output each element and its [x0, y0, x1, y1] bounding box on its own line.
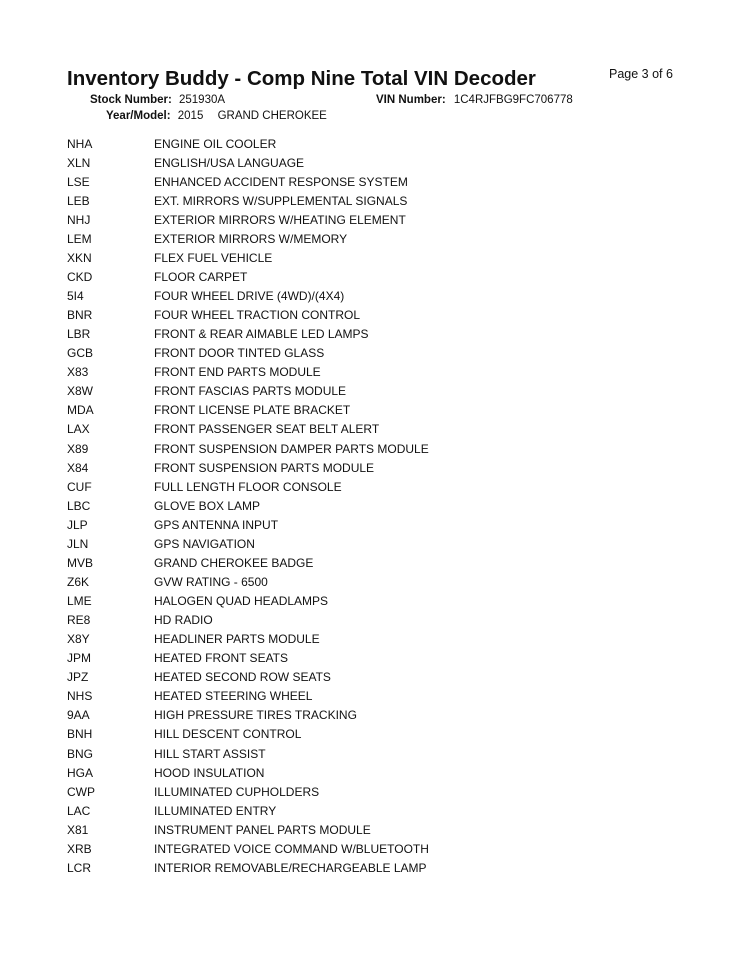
option-list [67, 134, 429, 877]
option-row [67, 706, 429, 725]
option-code: LCR [67, 860, 92, 875]
option-code: NHJ [67, 212, 91, 227]
option-description: EXTERIOR MIRRORS W/MEMORY [154, 231, 348, 246]
option-code: LEB [67, 193, 90, 208]
option-row [67, 553, 429, 572]
option-description: INSTRUMENT PANEL PARTS MODULE [154, 822, 371, 837]
option-row [67, 287, 429, 306]
option-row [67, 477, 429, 496]
option-row [67, 725, 429, 744]
option-row [67, 687, 429, 706]
option-code: X81 [67, 822, 89, 837]
option-row [67, 248, 429, 267]
option-row [67, 210, 429, 229]
option-description: INTERIOR REMOVABLE/RECHARGEABLE LAMP [154, 860, 427, 875]
year-model-label: Year/Model: [106, 110, 171, 122]
option-description: INTEGRATED VOICE COMMAND W/BLUETOOTH [154, 841, 429, 856]
option-code: MDA [67, 403, 94, 418]
option-description: GLOVE BOX LAMP [154, 498, 261, 513]
option-row [67, 649, 429, 668]
option-description: HEADLINER PARTS MODULE [154, 632, 320, 647]
option-code: 9AA [67, 708, 90, 723]
option-row [67, 325, 429, 344]
option-description: FRONT PASSENGER SEAT BELT ALERT [154, 422, 380, 437]
option-row [67, 668, 429, 687]
option-description: FRONT DOOR TINTED GLASS [154, 346, 325, 361]
option-code: X83 [67, 365, 89, 380]
option-code: MVB [67, 555, 94, 570]
option-code: NHA [67, 136, 93, 151]
vin-number-value: 1C4RJFBG9FC706778 [453, 94, 573, 106]
option-description: FOUR WHEEL DRIVE (4WD)/(4X4) [154, 289, 345, 304]
option-description: FRONT END PARTS MODULE [154, 365, 321, 380]
option-description: HD RADIO [154, 613, 213, 628]
option-description: HEATED STEERING WHEEL [154, 689, 313, 704]
option-description: ENHANCED ACCIDENT RESPONSE SYSTEM [154, 174, 408, 189]
option-code: NHS [67, 689, 93, 704]
option-row [67, 630, 429, 649]
option-code: X8Y [67, 632, 90, 647]
option-description: GPS NAVIGATION [154, 536, 255, 551]
option-row [67, 515, 429, 534]
option-code: BNG [67, 746, 94, 761]
option-code: XKN [67, 250, 92, 265]
option-code: LEM [67, 231, 92, 246]
option-row [67, 306, 429, 325]
option-row [67, 744, 429, 763]
option-code: Z6K [67, 574, 90, 589]
option-row [67, 267, 429, 286]
option-row [67, 191, 429, 210]
option-row [67, 382, 429, 401]
year-value: 2015 [177, 110, 204, 122]
option-row [67, 763, 429, 782]
option-row [67, 439, 429, 458]
option-row [67, 153, 429, 172]
option-code: XRB [67, 841, 92, 856]
option-description: HALOGEN QUAD HEADLAMPS [154, 594, 329, 609]
option-description: FRONT FASCIAS PARTS MODULE [154, 384, 347, 399]
option-row [67, 496, 429, 515]
option-code: 5I4 [67, 289, 84, 304]
option-row [67, 782, 429, 801]
stock-number [90, 94, 225, 106]
option-description: HIGH PRESSURE TIRES TRACKING [154, 708, 357, 723]
page-number: Page 3 of 6 [609, 67, 673, 81]
option-code: XLN [67, 155, 91, 170]
option-description: HILL DESCENT CONTROL [154, 727, 302, 742]
option-code: LBR [67, 327, 91, 342]
option-description: EXTERIOR MIRRORS W/HEATING ELEMENT [154, 212, 406, 227]
option-row [67, 401, 429, 420]
option-row [67, 363, 429, 382]
option-description: FULL LENGTH FLOOR CONSOLE [154, 479, 342, 494]
option-code: CWP [67, 784, 95, 799]
option-row [67, 458, 429, 477]
option-row [67, 839, 429, 858]
option-row [67, 858, 429, 877]
option-row [67, 229, 429, 248]
option-description: FRONT & REAR AIMABLE LED LAMPS [154, 327, 369, 342]
option-code: JPZ [67, 670, 89, 685]
option-description: GRAND CHEROKEE BADGE [154, 555, 314, 570]
option-description: ENGINE OIL COOLER [154, 136, 277, 151]
option-row [67, 420, 429, 439]
option-code: X8W [67, 384, 94, 399]
option-code: GCB [67, 346, 94, 361]
option-code: LME [67, 594, 92, 609]
option-description: FOUR WHEEL TRACTION CONTROL [154, 308, 361, 323]
option-row [67, 592, 429, 611]
option-code: LSE [67, 174, 90, 189]
option-row [67, 534, 429, 553]
document-title: Inventory Buddy - Comp Nine Total VIN Decoder [67, 67, 536, 90]
option-code: JLN [67, 536, 89, 551]
option-code: BNH [67, 727, 93, 742]
option-code: JPM [67, 651, 91, 666]
option-description: ILLUMINATED CUPHOLDERS [154, 784, 320, 799]
option-row [67, 820, 429, 839]
option-description: FRONT SUSPENSION DAMPER PARTS MODULE [154, 441, 429, 456]
option-code: LAX [67, 422, 90, 437]
option-code: X89 [67, 441, 89, 456]
option-row [67, 572, 429, 591]
option-code: X84 [67, 460, 89, 475]
option-description: FLOOR CARPET [154, 269, 248, 284]
option-code: JLP [67, 517, 88, 532]
option-code: LBC [67, 498, 91, 513]
option-code: CUF [67, 479, 92, 494]
option-description: FLEX FUEL VEHICLE [154, 250, 273, 265]
option-description: FRONT LICENSE PLATE BRACKET [154, 403, 351, 418]
option-description: GPS ANTENNA INPUT [154, 517, 279, 532]
option-code: LAC [67, 803, 91, 818]
option-description: HEATED FRONT SEATS [154, 651, 289, 666]
option-description: HEATED SECOND ROW SEATS [154, 670, 331, 685]
option-row [67, 172, 429, 191]
option-row [67, 801, 429, 820]
option-code: RE8 [67, 613, 91, 628]
year-model [106, 110, 327, 122]
stock-number-value: 251930A [179, 94, 226, 106]
vin-number-label: VIN Number: [376, 94, 446, 106]
option-row [67, 611, 429, 630]
option-description: ENGLISH/USA LANGUAGE [154, 155, 305, 170]
option-description: GVW RATING - 6500 [154, 574, 268, 589]
option-description: HILL START ASSIST [154, 746, 266, 761]
option-row [67, 134, 429, 153]
stock-number-label: Stock Number: [90, 94, 172, 106]
option-row [67, 344, 429, 363]
vin-number [376, 94, 573, 106]
option-description: EXT. MIRRORS W/SUPPLEMENTAL SIGNALS [154, 193, 408, 208]
option-description: HOOD INSULATION [154, 765, 265, 780]
option-code: CKD [67, 269, 93, 284]
option-description: FRONT SUSPENSION PARTS MODULE [154, 460, 375, 475]
option-code: HGA [67, 765, 94, 780]
option-description: ILLUMINATED ENTRY [154, 803, 277, 818]
model-value: GRAND CHEROKEE [217, 110, 327, 122]
option-code: BNR [67, 308, 93, 323]
